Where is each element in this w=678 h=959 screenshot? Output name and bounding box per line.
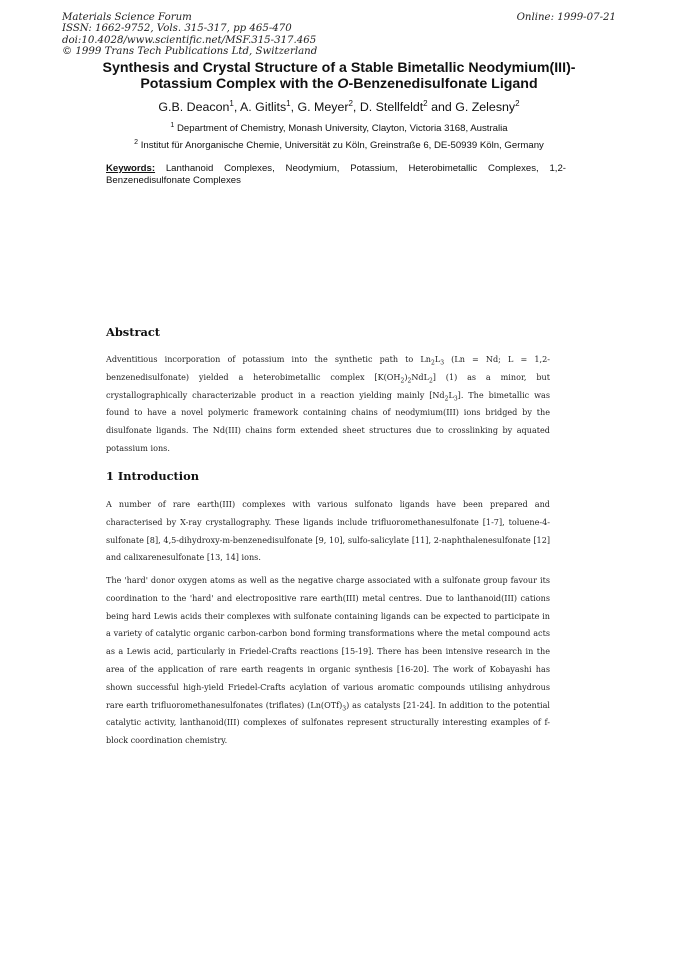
author-affil-sup: 2	[423, 98, 428, 108]
title-line-2: Potassium Complex with the O-Benzenedisulfonate Ligand	[140, 76, 538, 92]
journal-copyright: © 1999 Trans Tech Publications Ltd, Switzerland	[62, 46, 318, 58]
title-italic-o: O	[337, 76, 349, 92]
author-affil-sup: 1	[229, 98, 234, 108]
title-line-1: Synthesis and Crystal Structure of a Stable Bimetallic Neodymium(III)-	[102, 60, 576, 76]
affiliation-2: $^2$ Institut für Anorganische Chemie, Universität zu Köln, Greinstraße 6, DE-50939 Köln, Germany	[134, 138, 544, 151]
affiliation-1: $^1$ Department of Chemistry, Monash University, Clayton, Victoria 3168, Australia	[170, 121, 508, 134]
author-affil-sup: 2	[515, 98, 520, 108]
author-affil-sup: 1	[286, 98, 291, 108]
abstract-heading: Abstract	[106, 325, 161, 339]
author-name: A. Gitlits	[240, 100, 287, 114]
journal-doi: doi:10.4028/www.scientific.net/MSF.315-317.465	[62, 34, 317, 46]
keywords-label: Keywords:	[106, 163, 156, 174]
author-name: D. Stellfeldt	[359, 100, 424, 114]
journal-issn: ISSN: 1662-9752, Vols. 315-317, pp 465-470	[62, 23, 292, 35]
journal-name: Materials Science Forum	[62, 12, 192, 23]
author-list: G.B. Deacon$^1$, A. Gitlits$^1$, G. Meyer$^2$, D. Stellfeldt$^2$ and G. Zelesny$^2$	[158, 98, 520, 114]
introduction-paragraph-1: A number of rare earth(III) complexes with various sulfonato ligands have been prepared and characterised by X-ray crystallography. These ligands include trifluoromethanesulfonate [1-7], toluene-4-sulfonate [8], 4,5-dihydroxy-m-benzenedisulfonate [9, 10], sulfo-salicylate [11], 2-naphthalenesulfonate [12] and calixarenesulfonate [13, 14] ions.	[106, 499, 550, 563]
keywords	[106, 163, 566, 187]
introduction-paragraph-2: The 'hard' donor oxygen atoms as well as the negative charge associated with a sulfonate group favour its coordination to the 'hard' and electropositive rare earth(III) metal centres. Due to lanthanoid(III) cations being hard Lewis acids their complexes with sulfonate containing ligands can be expected to participate in a variety of catalytic organic carbon-carbon bond forming transformations where the metal compound acts as a Lewis acid, particularly in Friedel-Crafts reactions [15-19]. There has been intensive research in the area of the application of rare earth reagents in organic synthesis [16-20]. The work of Kobayashi has shown successful high-yield Friedel-Crafts acylation of various aromatic compounds utilising anhydrous rare earth trifluoromethanesulfonates (triflates) $(Ln(OTf)_3)$ as catalysts [21-24]. In addition to the potential catalytic activity, lanthanoid(III) complexes of sulfonates represent structurally interesting examples of f-block coordination chemistry.	[106, 575, 550, 746]
author-name: G.B. Deacon	[158, 100, 230, 114]
introduction-heading: 1 Introduction	[106, 469, 200, 483]
online-date: Online: 1999-07-21	[516, 12, 616, 23]
paper-title	[70, 60, 608, 92]
keywords-text: Lanthanoid Complexes, Neodymium, Potassium, Heterobimetallic Complexes, 1,2-Benzenedisulfonate Complexes	[106, 163, 566, 186]
abstract-text: Adventitious incorporation of potassium into the synthetic path to $Ln_2L_3$ (Ln = Nd; L = 1,2-benzenedisulfonate) yielded a heterobimetallic complex $[K(OH_2)_2NdL_2]$ (1) as a minor, but crystallographically characterizable product in a reaction yielding mainly $[Nd_2L_3]$. The bimetallic was found to have a novel polymeric framework containing chains of neodymium(III) ions bridged by the disulfonate ligands. The Nd(III) chains form extended sheet structures due to crosslinking by aquated potassium ions.	[106, 354, 551, 453]
author-name: G. Zelesny	[455, 100, 516, 114]
author-affil-sup: 2	[348, 98, 353, 108]
author-name: G. Meyer	[297, 100, 349, 114]
